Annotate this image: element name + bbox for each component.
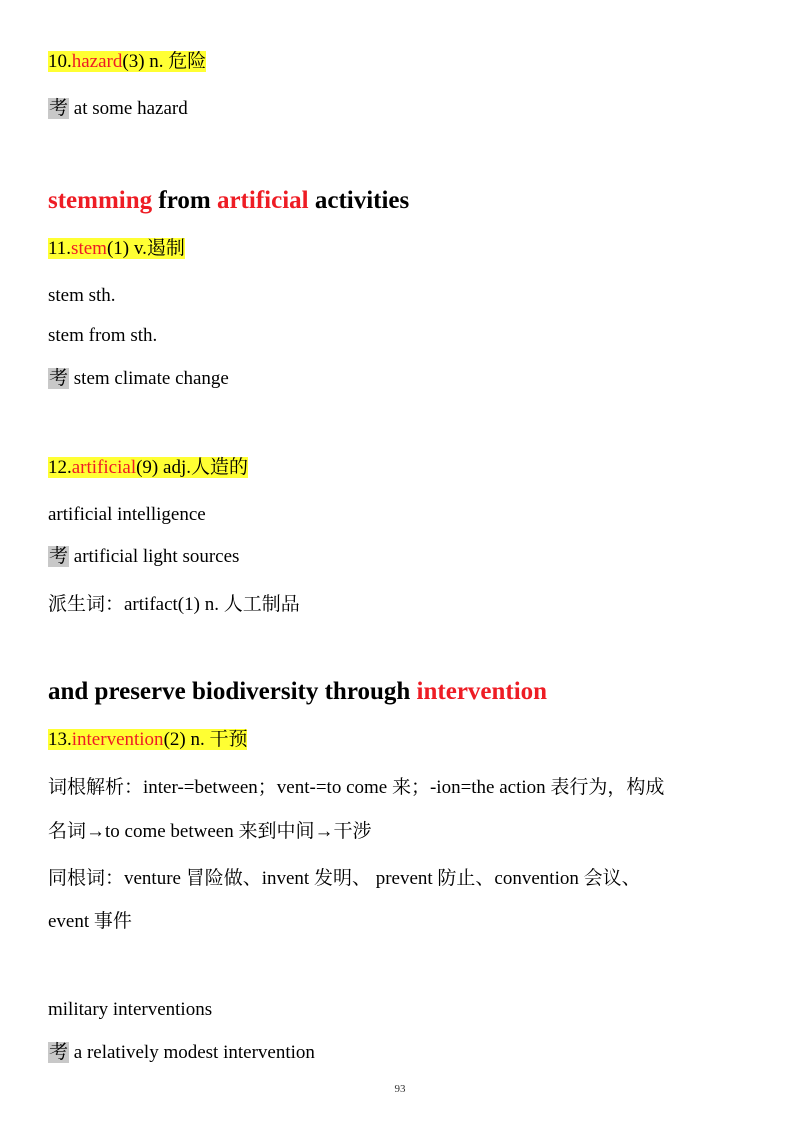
exam-example <box>48 1041 315 1065</box>
headword: hazard <box>71 51 123 72</box>
usage-line: stem from sth. <box>48 325 158 346</box>
exam-tag: 考 <box>49 1042 69 1063</box>
entry-12-heading <box>48 456 248 480</box>
usage-line: artificial intelligence <box>48 504 206 525</box>
example-text: artificial light sources <box>73 546 240 567</box>
phrase-keyword: intervention <box>416 678 548 705</box>
entry-definition: (1) v.遏制 <box>106 238 185 259</box>
phrase-keyword: artificial <box>216 187 309 214</box>
headword: intervention <box>71 729 164 750</box>
entry-11-heading <box>48 237 185 261</box>
exam-example <box>48 97 188 121</box>
entry-number: 10. <box>48 51 72 72</box>
phrase-text: from <box>152 187 217 214</box>
exam-tag: 考 <box>49 98 69 119</box>
headword: artificial <box>71 457 137 478</box>
root-analysis-line: 词根解析：inter-=between；vent-=to come 来；-ion=the action 表行为，构成 <box>48 777 665 798</box>
root-analysis-line: 名词→to come between 来到中间→干涉 <box>48 821 372 842</box>
example-text: stem climate change <box>73 368 229 389</box>
usage-line: military interventions <box>48 999 213 1020</box>
entry-number: 11. <box>48 238 72 259</box>
phrase-keyword: stemming <box>48 187 153 214</box>
entry-definition: (9) adj.人造的 <box>136 457 248 478</box>
exam-example <box>48 367 229 391</box>
entry-number: 12. <box>48 457 72 478</box>
page-number: 93 <box>394 1083 406 1095</box>
exam-tag: 考 <box>49 368 69 389</box>
example-text: a relatively modest intervention <box>73 1042 315 1063</box>
headword: stem <box>71 238 107 259</box>
usage-line: stem sth. <box>48 285 116 306</box>
entry-10-heading <box>48 50 206 74</box>
entry-definition: (3) n. 危险 <box>122 51 207 72</box>
exam-example <box>48 545 239 569</box>
entry-definition: (2) n. 干预 <box>163 729 248 750</box>
entry-13-heading <box>48 728 247 752</box>
cognates-line: event 事件 <box>48 911 132 932</box>
phrase-heading <box>48 186 409 216</box>
entry-number: 13. <box>48 729 72 750</box>
phrase-heading <box>48 677 547 707</box>
phrase-text: activities <box>308 187 410 214</box>
cognates-line: 同根词：venture 冒险做、invent 发明、 prevent 防止、convention 会议、 <box>48 868 641 889</box>
derived-words: 派生词：artifact(1) n. 人工制品 <box>48 594 300 615</box>
example-text: at some hazard <box>73 98 188 119</box>
exam-tag: 考 <box>49 546 69 567</box>
phrase-text: and preserve biodiversity through <box>48 678 417 705</box>
